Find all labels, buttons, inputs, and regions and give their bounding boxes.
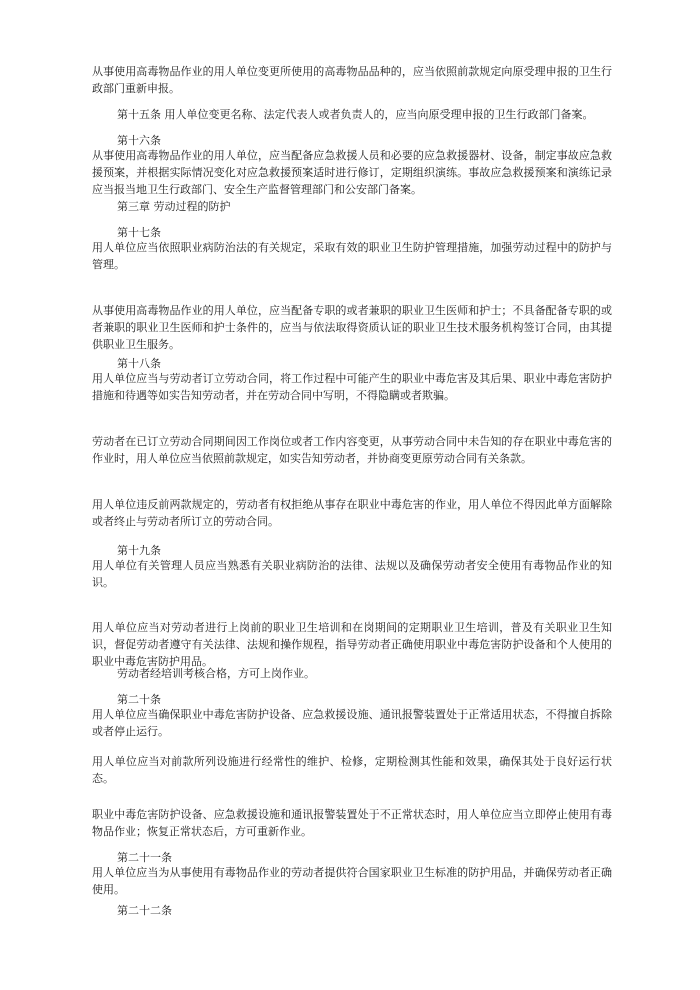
article-19-heading: 第十九条 (117, 544, 161, 557)
article-17-text: 用人单位应当依照职业病防治法的有关规定，采取有效的职业卫生防护管理措施，加强劳动过程中的防护与管理。 (92, 241, 612, 271)
article-18-text: 用人单位应当与劳动者订立劳动合同，将工作过程中可能产生的职业中毒危害及其后果、职业中毒危害防护措施和待遇等如实告知劳动者，并在劳动合同中写明，不得隐瞒或者欺骗。 (92, 372, 612, 402)
article-16-text: 从事使用高毒物品作业的用人单位，应当配备应急救援人员和必要的应急救援器材、设备，制定事故应急救援预案，并根据实际情况变化对应急救援预案适时进行修订，定期组织演练。事故应急救援预案和演练记录应当报当地卫生行政部门、安全生产监督管理部门和公安部门备案。 (92, 149, 612, 196)
article-15: 第十五条 用人单位变更名称、法定代表人或者负责人的，应当向原受理申报的卫生行政部门备案。 (117, 108, 594, 121)
article-20-text: 用人单位应当确保职业中毒危害防护设备、应急救援设施、通讯报警装置处于正常适用状态，不得擅自拆除或者停止运行。 (92, 708, 612, 738)
article-21-heading: 第二十一条 (117, 851, 172, 864)
article-22-heading: 第二十二条 (117, 904, 172, 917)
article-20-text-2: 用人单位应当对前款所列设施进行经常性的维护、检修，定期检测其性能和效果，确保其处于良好运行状态。 (92, 755, 612, 785)
article-17-text-2: 从事使用高毒物品作业的用人单位，应当配备专职的或者兼职的职业卫生医师和护士；不具备配备专职的或者兼职的职业卫生医师和护士条件的，应当与依法取得资质认证的职业卫生技术服务机构签订合同，由其提供职业卫生服务。 (92, 304, 612, 351)
article-19-text: 用人单位有关管理人员应当熟悉有关职业病防治的法律、法规以及确保劳动者安全使用有毒物品作业的知识。 (92, 559, 612, 589)
article-17-heading: 第十七条 (117, 226, 161, 239)
article-18-heading: 第十八条 (117, 357, 161, 370)
article-18-text-2: 劳动者在已订立劳动合同期间因工作岗位或者工作内容变更，从事劳动合同中未告知的存在职业中毒危害的作业时，用人单位应当依照前款规定，如实告知劳动者，并协商变更原劳动合同有关条款。 (92, 435, 612, 465)
article-16-heading: 第十六条 (117, 134, 161, 147)
chapter-3-heading: 第三章 劳动过程的防护 (117, 200, 231, 213)
paragraph-art14-continued: 从事使用高毒物品作业的用人单位变更所使用的高毒物品品种的，应当依照前款规定向原受理申报的卫生行政部门重新申报。 (92, 65, 612, 95)
article-18-text-3: 用人单位违反前两款规定的，劳动者有权拒绝从事存在职业中毒危害的作业，用人单位不得因此单方面解除或者终止与劳动者所订立的劳动合同。 (92, 498, 612, 528)
article-20-text-3: 职业中毒危害防护设备、应急救援设施和通讯报警装置处于不正常状态时，用人单位应当立即停止使用有毒物品作业；恢复正常状态后，方可重新作业。 (92, 808, 612, 838)
article-21-text: 用人单位应当为从事使用有毒物品作业的劳动者提供符合国家职业卫生标准的防护用品，并确保劳动者正确使用。 (92, 866, 612, 896)
article-19-text-3: 劳动者经培训考核合格，方可上岗作业。 (117, 667, 315, 680)
article-19-text-2: 用人单位应当对劳动者进行上岗前的职业卫生培训和在岗期间的定期职业卫生培训，普及有关职业卫生知识，督促劳动者遵守有关法律、法规和操作规程，指导劳动者正确使用职业中毒危害防护设备和个人使用的职业中毒危害防护用品。 (92, 621, 612, 668)
article-20-heading: 第二十条 (117, 693, 161, 706)
